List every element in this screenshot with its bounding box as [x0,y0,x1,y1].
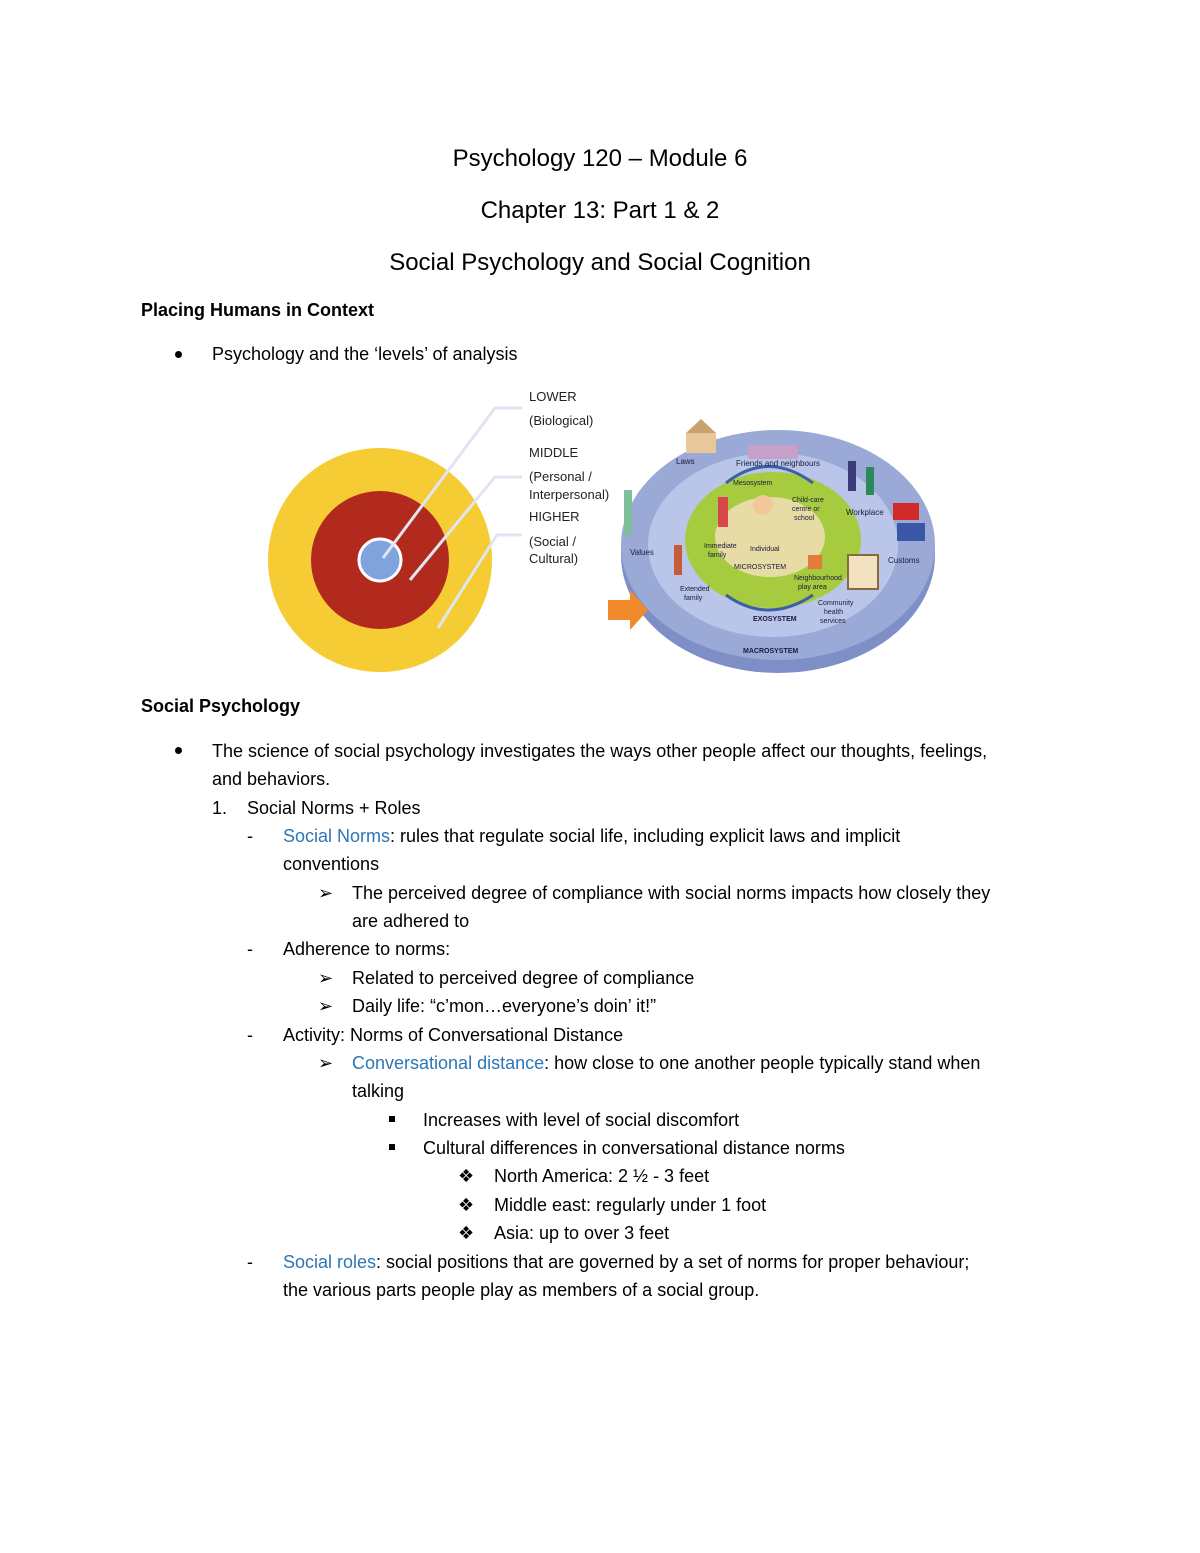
immediate-family-label-2: family [708,552,727,559]
childcare-label-2: centre or [792,506,820,513]
workplace-label: Workplace [846,508,884,517]
list-number: 1. [212,798,228,818]
conversational-distance-line-2: talking [352,1081,405,1101]
customs-frame-icon [848,555,878,589]
play-area-label-1: Neighbourhood [794,575,842,582]
conversational-distance-line-1 [352,1049,980,1077]
topic-subtitle: Social Psychology and Social Cognition [389,249,811,276]
immediate-family-icon [718,497,728,527]
dash-marker: - [247,939,253,959]
diamond-bullet-icon: ❖ [458,1195,475,1215]
cultural-differences-item: Cultural differences in conversational distance norms [423,1138,845,1158]
conversational-distance-term: Conversational distance [352,1053,545,1073]
levels-of-analysis-diagram [260,380,620,680]
dash-marker: - [247,1025,253,1045]
childcare-label-1: Child-care [792,497,824,504]
statue-of-liberty-icon [624,490,632,535]
section-heading-placing-humans: Placing Humans in Context [141,300,375,320]
higher-label: HIGHER [529,509,580,524]
social-roles-line-1 [283,1248,969,1276]
dash-marker: - [247,826,253,846]
social-norms-definition-line-1 [283,822,900,850]
worker-icon-2 [866,467,874,495]
higher-sub-label-2: Cultural) [529,551,579,566]
houses-icon [748,445,798,459]
canada-flag-icon [893,503,919,520]
middle-sub-label: (Personal / [529,469,592,484]
diamond-bullet-icon: ❖ [458,1223,475,1243]
arrow-bullet-icon: ➢ [318,996,334,1016]
middle-sub-label-2: Interpersonal) [529,487,610,502]
individual-label: Individual [750,546,780,553]
arrow-bullet-icon: ➢ [318,883,334,903]
compliance-line-1: The perceived degree of compliance with social norms impacts how closely they [352,883,991,903]
laws-dome-icon [686,419,716,433]
social-norms-definition: : rules that regulate social life, including explicit laws and implicit [390,826,901,846]
dash-marker: - [247,1252,253,1272]
adherence-related-item: Related to perceived degree of compliance [352,968,695,988]
exosystem-label: EXOSYSTEM [753,616,797,623]
compliance-line-2: are adhered to [352,911,470,931]
science-bullet-line-1: The science of social psychology investigates the ways other people affect our thoughts, feelings, [212,741,988,761]
childcare-label-3: school [794,515,815,522]
higher-sub-label: (Social / [529,534,576,549]
levels-bullet-text: Psychology and the ‘levels’ of analysis [212,344,518,364]
adherence-item: Adherence to norms: [283,939,451,959]
community-label-3: services [820,618,846,625]
chapter-subtitle: Chapter 13: Part 1 & 2 [480,197,720,224]
social-norms-roles-item: Social Norms + Roles [247,798,421,818]
microsystem-label: MICROSYSTEM [734,564,787,571]
us-flag-icon [897,523,925,541]
lower-label: LOWER [529,389,577,404]
worker-icon [848,461,856,491]
ecological-systems-diagram [608,405,948,680]
customs-label: Customs [888,556,920,565]
community-label-1: Community [818,600,854,607]
extended-family-label-2: family [684,595,703,602]
middle-label: MIDDLE [529,445,579,460]
individual-child-icon [753,495,773,515]
conversational-distance-definition: : how close to one another people typically stand when [544,1053,981,1073]
square-bullet-icon [389,1144,395,1150]
play-area-label-2: play area [798,584,827,591]
science-bullet-line-2: and behaviors. [212,769,331,789]
friends-label: Friends and neighbours [736,459,821,468]
immediate-family-label-1: Immediate [704,543,737,550]
bullet-dot-icon [175,747,182,754]
section-heading-social-psychology: Social Psychology [141,696,301,716]
social-norms-definition-line-2: conventions [283,854,380,874]
laws-building-icon [686,433,716,453]
play-area-icon [808,555,822,569]
social-roles-term: Social roles [283,1252,377,1272]
lower-level-circle [359,539,401,581]
social-roles-definition: : social positions that are governed by a set of norms for proper behaviour; [376,1252,970,1272]
diamond-bullet-icon: ❖ [458,1166,475,1186]
laws-label: Laws [676,457,695,466]
daily-life-item: Daily life: “c’mon…everyone’s doin’ it!” [352,996,657,1016]
lower-sub-label: (Biological) [529,413,594,428]
extended-family-icon [674,545,682,575]
middle-east-item: Middle east: regularly under 1 foot [494,1195,767,1215]
social-roles-line-2: the various parts people play as members of a social group. [283,1280,760,1300]
activity-item: Activity: Norms of Conversational Distance [283,1025,624,1045]
mesosystem-label: Mesosystem [733,480,773,487]
arrow-bullet-icon: ➢ [318,1053,334,1073]
bullet-dot-icon [175,351,182,358]
asia-item: Asia: up to over 3 feet [494,1223,670,1243]
document-title: Psychology 120 – Module 6 [452,145,748,172]
north-america-item: North America: 2 ½ - 3 feet [494,1166,710,1186]
community-label-2: health [824,609,844,616]
social-norms-term: Social Norms [283,826,391,846]
arrow-bullet-icon: ➢ [318,968,334,988]
increases-item: Increases with level of social discomfort [423,1110,740,1130]
extended-family-label-1: Extended [680,586,710,593]
square-bullet-icon [389,1116,395,1122]
values-label: Values [630,548,654,557]
macrosystem-label: MACROSYSTEM [743,648,799,655]
